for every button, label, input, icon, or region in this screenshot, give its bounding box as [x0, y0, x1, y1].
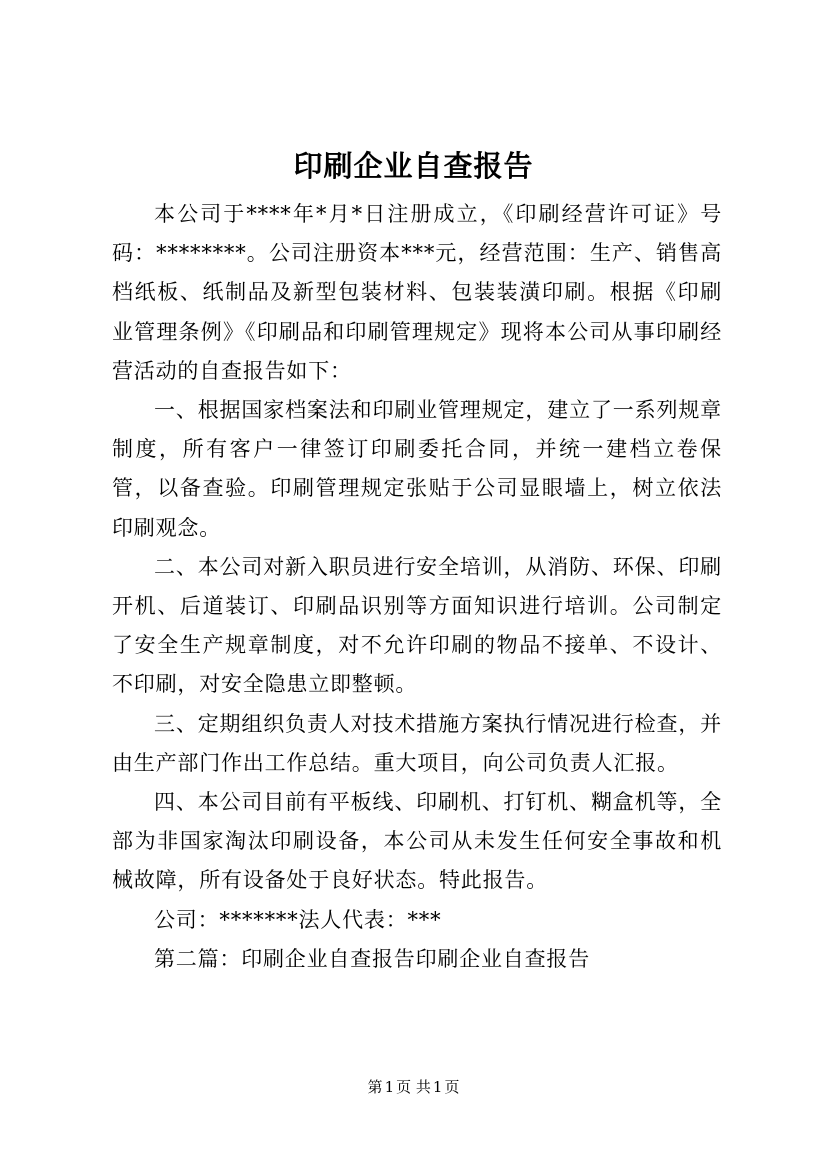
- footer-mid: 页 共: [396, 1078, 431, 1096]
- paragraph-signature: 公司：*******法人代表：***: [154, 907, 442, 932]
- paragraph-section-4: 四、本公司目前有平板线、印刷机、打钉机、糊盒机等，全部为非国家淘汰印刷设备，本公司从未发生任何安全事故和机械故障，所有设备处于良好状态。特此报告。: [112, 790, 722, 893]
- footer-prefix: 第: [367, 1078, 383, 1096]
- footer-page-number: 1: [384, 1078, 395, 1096]
- paragraph-section-2: 二、本公司对新入职员进行安全培训，从消防、环保、印刷开机、后道装订、印刷品识别等方面知识进行培训。公司制定了安全生产规章制度，对不允许印刷的物品不接单、不设计、不印刷，对安全隐患立即整顿。: [112, 554, 722, 697]
- document-body: [112, 195, 722, 979]
- paragraph-section-1: 一、根据国家档案法和印刷业管理规定，建立了一系列规章制度，所有客户一律签订印刷委托合同，并统一建档立卷保管，以备查验。印刷管理规定张贴于公司显眼墙上，树立依法印刷观念。: [112, 398, 722, 540]
- footer-total-pages: 1: [432, 1078, 443, 1096]
- page-footer: [0, 1077, 827, 1097]
- footer-suffix: 页: [444, 1078, 460, 1096]
- paragraph-section-3: 三、定期组织负责人对技术措施方案执行情况进行检查，并由生产部门作出工作总结。重大项目，向公司负责人汇报。: [112, 711, 722, 775]
- paragraph-intro: 本公司于****年*月*日注册成立，《印刷经营许可证》号码：********。公司注册资本***元，经营范围：生产、销售高档纸板、纸制品及新型包装材料、包装装潢印刷。根据《印刷业管理条例》《印刷品和印刷管理规定》现将本公司从事印刷经营活动的自查报告如下：: [112, 202, 722, 383]
- document-title: 印刷企业自查报告: [293, 149, 534, 183]
- paragraph-second-article-heading: 第二篇：印刷企业自查报告印刷企业自查报告: [154, 946, 590, 971]
